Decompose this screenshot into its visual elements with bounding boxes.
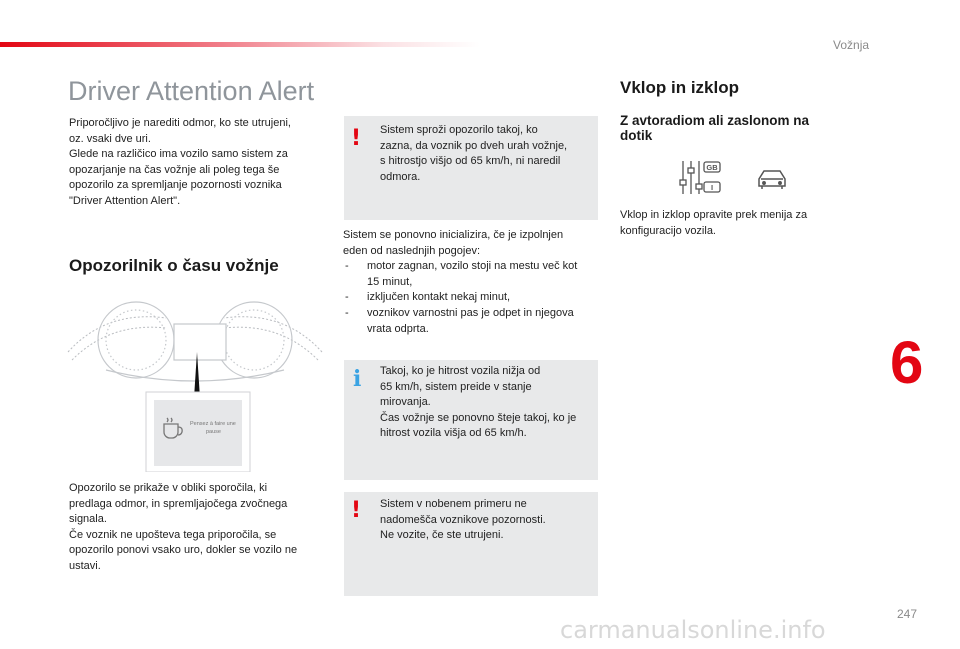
intro-paragraph: Priporočljivo je narediti odmor, ko ste utrujeni, oz. vsaki dve uri. Glede na različico ima vozilo samo sistem za opozarjanje na čas vožnje ali poleg tega še opozorilo za spremljanje pozornosti voznika "Driver Attention Alert". (69, 117, 291, 207)
list-item: - izključen kontakt nekaj minut, (343, 290, 601, 306)
drive-time-description: Opozorilo se prikaže v obliki sporočila, ki predlaga odmor, in spremljajočega zvočnega signala. Če voznik ne upošteva tega priporočila, se opozorilo ponovi vsako uro, dokler se vozilo ne ustavi. (69, 482, 298, 572)
reinit-conditions-list (343, 259, 601, 337)
list-item: - voznikov varnostni pas je odpet in njegova vrata odprta. (343, 306, 601, 337)
section-heading-drive-time: Opozorilnik o času vožnje (69, 256, 279, 275)
warning-icon: ! (351, 126, 362, 151)
warning-box-attention: ! Sistem v nobenem primeru ne nadomešča voznikove pozornosti. Ne vozite, če ste utrujeni. (344, 492, 598, 596)
info-box-standby: i Takoj, ko je hitrost vozila nižja od 65 km/h, sistem preide v stanje mirovanja. Čas vožnje se ponovno šteje takoj, ko je hitrost vozila višja od 65 km/h. (344, 360, 598, 480)
illustration-message-line2: pause (206, 429, 221, 435)
subheading-touchscreen: Z avtoradiom ali zaslonom na dotik (620, 113, 810, 143)
header-accent-bar (0, 42, 480, 47)
chapter-number: 6 (890, 329, 924, 396)
reinit-paragraph: Sistem se ponovno inicializira, če je izpolnjen eden od naslednjih pogojev: - motor zagnan, vozilo stoji na mestu več kot 15 minut, - izključen kontakt nekaj minut, - voznikov varnostni pas je odpet in njegova vrata odprta. (343, 228, 601, 337)
unit-label: I (710, 183, 714, 192)
watermark: carmanualsonline.info (560, 616, 826, 644)
config-icons (677, 158, 789, 198)
section-heading-on-off: Vklop in izklop (620, 78, 740, 97)
section-name: Vožnja (833, 38, 870, 52)
warning-box-alert-trigger: ! Sistem sproži opozorilo takoj, ko zazna, da voznik po dveh urah vožnje, s hitrostjo višjo od 65 km/h, ni naredil odmora. (344, 116, 598, 220)
list-item: - motor zagnan, vozilo stoji na mestu več kot 15 minut, (343, 259, 601, 290)
on-off-description: Vklop in izklop opravite prek menija za konfiguracijo vozila. (620, 209, 808, 237)
page-title: Driver Attention Alert (68, 76, 315, 106)
language-label: GB (706, 163, 718, 172)
dashboard-illustration (66, 300, 324, 472)
page-number: 247 (897, 607, 918, 621)
warning-icon: ! (351, 498, 362, 523)
info-icon: i (353, 366, 362, 392)
illustration-message-line1: Pensez à faire une (190, 421, 236, 427)
car-icon (759, 171, 785, 189)
